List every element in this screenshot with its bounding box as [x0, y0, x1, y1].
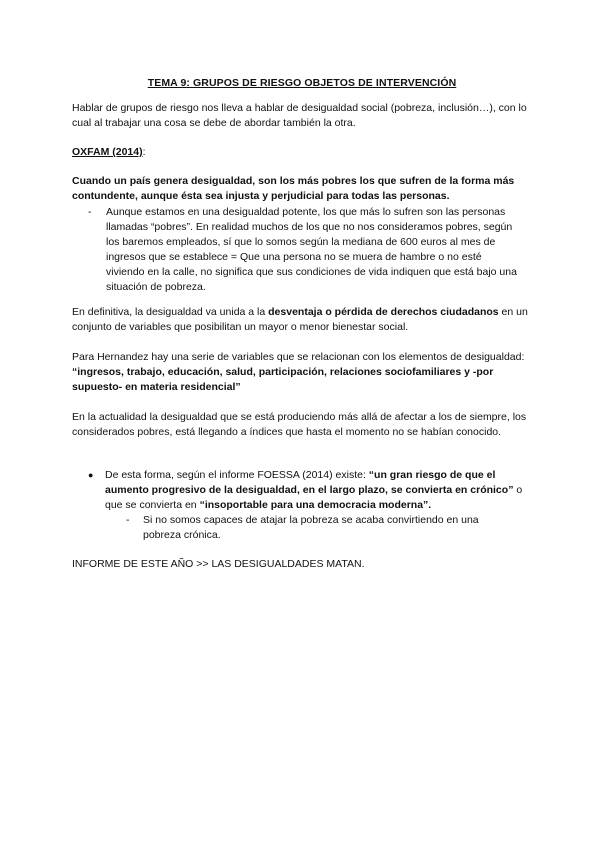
foessa-mid: o que se convierta en [105, 484, 523, 511]
foessa-pre: De esta forma, según el informe FOESSA (2014) existe: [105, 469, 369, 481]
foessa-end: . [428, 499, 432, 511]
list-item [88, 205, 518, 295]
list-item [88, 468, 528, 513]
hernandez-text: Para Hernandez hay una serie de variables que se relacionan con los elementos de desigualdad: [72, 351, 525, 363]
oxfam-heading-label: OXFAM (2014) [72, 146, 143, 158]
page-title: TEMA 9: GRUPOS DE RIESGO OBJETOS DE INTERVENCIÓN [147, 77, 457, 89]
oxfam-heading-colon: : [142, 146, 146, 158]
dash-marker: - [88, 206, 92, 218]
actualidad-paragraph: En la actualidad la desigualdad que se está produciendo más allá de afectar a los de siempre, los considerados pobres, está llegando a índices que hasta el momento no se habían conocido. [72, 411, 527, 438]
bullet-marker: ● [88, 470, 94, 480]
foessa-quote-1: “un gran riesgo de que el aumento progresivo de la desigualdad, en el largo plazo, se convierta en crónico” [105, 469, 514, 496]
foessa-text [105, 468, 528, 513]
list-item-text: Aunque estamos en una desigualdad potente, los que más lo sufren son las personas llamadas “pobres”. En realidad muchos de los que no nos consideramos pobres, según los baremos empleados, sí que lo somos según la mediana de 600 euros al mes de ingresos que se establece = Que una persona no se muera de hambre o no esté viviendo en la calle, no significa que sus condiciones de vida indiquen que está bajo una situación de pobreza. [106, 206, 517, 293]
definitiva-bold: desventaja o pérdida de derechos ciudadanos [268, 306, 499, 318]
definitiva-text: En definitiva, la desigualdad va unida a la [72, 306, 269, 318]
hernandez-paragraph [72, 350, 528, 395]
informe-line: INFORME DE ESTE AÑO >> LAS DESIGUALDADES MATAN. [72, 558, 365, 570]
definitiva-paragraph [72, 305, 528, 335]
sub-item-text: Si no somos capaces de atajar la pobreza se acaba convirtiendo en una pobreza crónica. [143, 514, 479, 541]
intro-paragraph: Hablar de grupos de riesgo nos lleva a hablar de desigualdad social (pobreza, inclusión…), con lo cual al trabajar una cosa se debe de abordar también la otra. [72, 102, 527, 129]
definitiva-text-end: en un conjunto de variables que posibilitan un mayor o menor bienestar social. [72, 306, 528, 333]
oxfam-statement: Cuando un país genera desigualdad, son los más pobres los que sufren de la forma más contundente, aunque ésta sea injusta y perjudicial para todas las personas. [72, 175, 515, 202]
hernandez-bold: “ingresos, trabajo, educación, salud, participación, relaciones sociofamiliares y -por supuesto- en materia residencial” [72, 366, 494, 393]
foessa-quote-2: “insoportable para una democracia moderna” [199, 499, 429, 511]
list-item [126, 513, 516, 543]
oxfam-heading [72, 145, 528, 160]
sub-dash-marker: - [126, 514, 130, 526]
